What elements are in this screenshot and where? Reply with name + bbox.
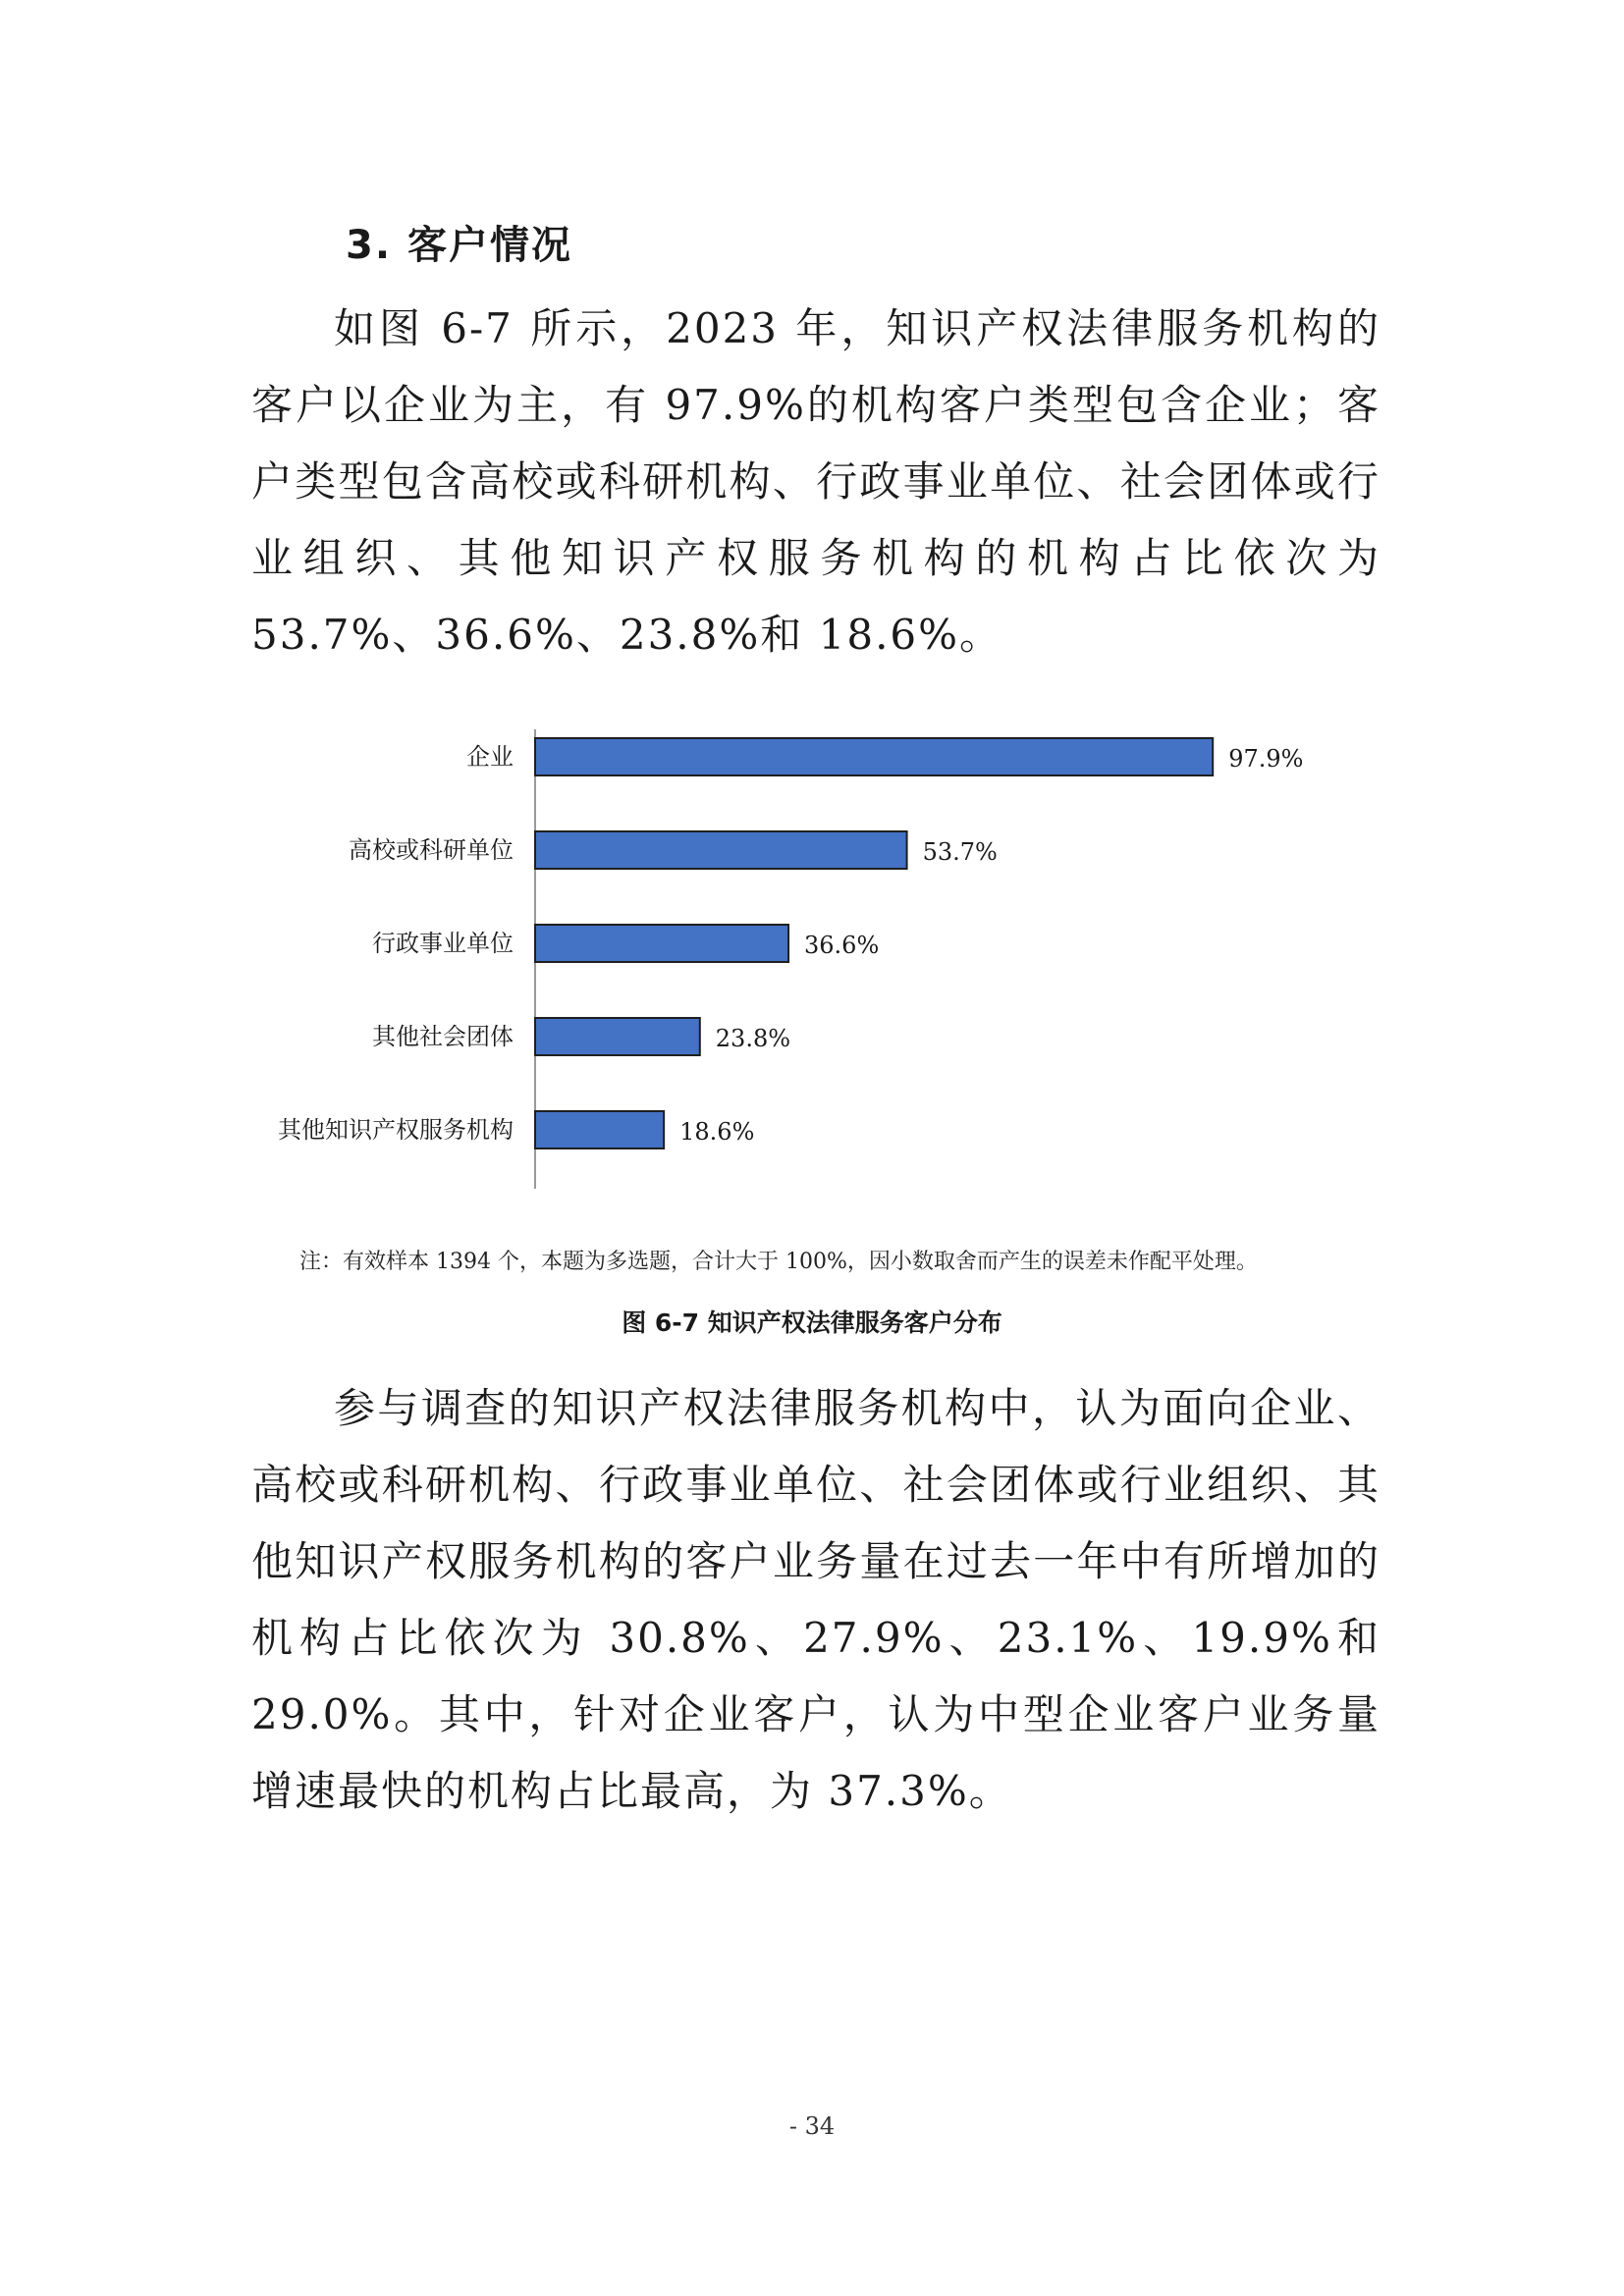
category-label: 其他知识产权服务机构 <box>278 1116 514 1144</box>
chart-note: 注：有效样本 1394 个，本题为多选题，合计大于 100%，因小数取舍而产生的误差未作配平处理。 <box>299 1250 1258 1274</box>
section-heading: 3. 客户情况 <box>346 223 572 268</box>
bar <box>535 831 907 869</box>
bar <box>535 1111 664 1148</box>
category-label: 企业 <box>466 743 514 771</box>
bar <box>535 925 788 962</box>
value-label: 36.6% <box>804 932 880 959</box>
value-label: 18.6% <box>679 1118 755 1146</box>
bar-chart <box>236 721 1394 1212</box>
paragraph-findings: 参与调查的知识产权法律服务机构中，认为面向企业、高校或科研机构、行政事业单位、社会团体或行业组织、其他知识产权服务机构的客户业务量在过去一年中有所增加的机构占比依次为 30.8%、27.9%、23.1%、19.9%和 29.0%。其中，针对企业客户，认为中型企业客户业务量增速最快的机构占比最高，为 37.3%。 <box>251 1384 1380 1815</box>
category-label: 其他社会团体 <box>372 1023 514 1050</box>
category-label: 高校或科研单位 <box>349 836 514 864</box>
page-number: - 34 <box>788 2112 836 2140</box>
bar <box>535 738 1213 775</box>
value-label: 23.8% <box>715 1025 791 1052</box>
value-label: 97.9% <box>1228 745 1304 773</box>
paragraph-intro: 如图 6-7 所示，2023 年，知识产权法律服务机构的客户以企业为主，有 97.9%的机构客户类型包含企业；客户类型包含高校或科研机构、行政事业单位、社会团体或行业组织、其他知识产权服务机构的机构占比依次为 53.7%、36.6%、23.8%和 18.6%。 <box>251 304 1380 659</box>
value-label: 53.7% <box>922 838 998 866</box>
bar <box>535 1018 700 1055</box>
chart-svg <box>236 721 1394 1212</box>
category-label: 行政事业单位 <box>372 930 514 957</box>
figure-caption: 图 6-7 知识产权法律服务客户分布 <box>622 1308 1002 1337</box>
